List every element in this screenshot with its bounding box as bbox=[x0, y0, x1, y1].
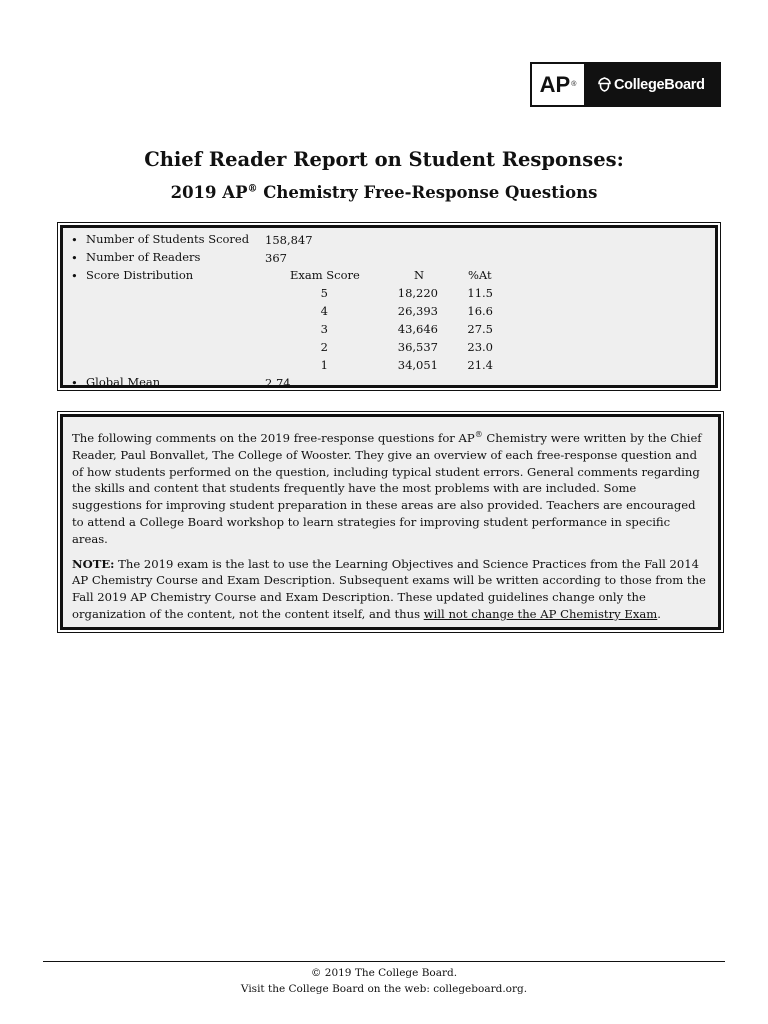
comments-box bbox=[57, 411, 724, 633]
footer-divider bbox=[43, 961, 725, 962]
readers-label: Number of Readers bbox=[86, 250, 201, 264]
statistics-box-inner bbox=[60, 225, 718, 388]
distribution-label: Score Distribution bbox=[86, 268, 194, 282]
n-cell: 36,537 bbox=[397, 340, 438, 354]
comments-box-inner bbox=[60, 414, 721, 630]
subtitle-rest: Chemistry Free-Response Questions bbox=[257, 183, 598, 202]
students-scored-label: Number of Students Scored bbox=[86, 232, 250, 246]
pct-cell: 11.5 bbox=[467, 286, 493, 300]
students-scored-value: 158,847 bbox=[265, 233, 313, 247]
acorn-icon bbox=[598, 77, 611, 92]
note-label: NOTE: bbox=[72, 556, 115, 571]
n-cell: 18,220 bbox=[397, 286, 438, 300]
visit-website-text: Visit the College Board on the web: collegeboard.org. bbox=[240, 983, 528, 995]
intro-text-a: The following comments on the 2019 free-response questions for AP bbox=[72, 431, 475, 445]
page-title: Chief Reader Report on Student Responses: bbox=[144, 148, 624, 171]
score-cell: 5 bbox=[320, 286, 328, 300]
footer bbox=[0, 965, 768, 997]
note-end: . bbox=[657, 606, 661, 621]
ap-logo-mark: ® bbox=[571, 81, 577, 88]
intro-text-b: Chemistry were written by the Chief Reader, Paul Bonvallet, The College of Wooster. They give an overview of each free-response question and of how students performed on the question, including typical student errors. General comments regarding the skills and content that students frequently have the most problems with are included. Some suggestions for improving student preparation in these areas are also provided. Teachers are encouraged to attend a College Board workshop to learn strategies for improving student performance in specific areas. bbox=[72, 431, 702, 546]
bullet: • bbox=[71, 233, 78, 247]
pct-cell: 21.4 bbox=[467, 358, 493, 372]
n-cell: 43,646 bbox=[397, 322, 438, 336]
score-cell: 4 bbox=[320, 304, 328, 318]
intro-mark: ® bbox=[474, 430, 483, 440]
n-header: N bbox=[414, 268, 425, 282]
n-cell: 26,393 bbox=[397, 304, 438, 318]
readers-value: 367 bbox=[265, 251, 287, 265]
bullet: • bbox=[71, 269, 78, 283]
collegeboard-logo bbox=[584, 64, 719, 105]
pct-cell: 27.5 bbox=[467, 322, 493, 336]
note-underlined-text: will not change the AP Chemistry Exam bbox=[423, 606, 658, 621]
subtitle-year-ap: 2019 AP bbox=[170, 183, 248, 202]
ap-logo bbox=[532, 64, 584, 105]
score-cell: 1 bbox=[320, 358, 328, 372]
n-cell: 34,051 bbox=[397, 358, 438, 372]
global-mean-label: Global Mean bbox=[86, 375, 161, 389]
pct-cell: 23.0 bbox=[467, 340, 493, 354]
page-subtitle bbox=[0, 183, 768, 202]
pct-cell: 16.6 bbox=[467, 304, 493, 318]
copyright-text: © 2019 The College Board. bbox=[310, 967, 458, 979]
subtitle-mark: ® bbox=[247, 183, 258, 195]
ap-logo-text: AP bbox=[539, 71, 571, 97]
score-cell: 2 bbox=[320, 340, 328, 354]
bullet: • bbox=[71, 376, 78, 390]
note-text: The 2019 exam is the last to use the Learning Objectives and Science Practices from the Fall 2014 AP Chemistry Course and Exam Description. Subsequent exams will be written according to those from the Fall 2019 AP Chemistry Course and Exam Description. These updated guidelines change only the organization of the content, not the content itself, and thus bbox=[72, 556, 706, 621]
statistics-box bbox=[57, 222, 721, 391]
ap-collegeboard-logo bbox=[530, 62, 721, 107]
note-paragraph bbox=[72, 556, 706, 623]
exam-score-header: Exam Score bbox=[290, 268, 360, 282]
score-cell: 3 bbox=[320, 322, 328, 336]
bullet: • bbox=[71, 251, 78, 265]
global-mean-value: 2.74 bbox=[265, 376, 291, 390]
intro-paragraph bbox=[72, 430, 706, 548]
collegeboard-logo-text: CollegeBoard bbox=[614, 76, 705, 93]
pct-at-header: %At bbox=[468, 268, 492, 282]
